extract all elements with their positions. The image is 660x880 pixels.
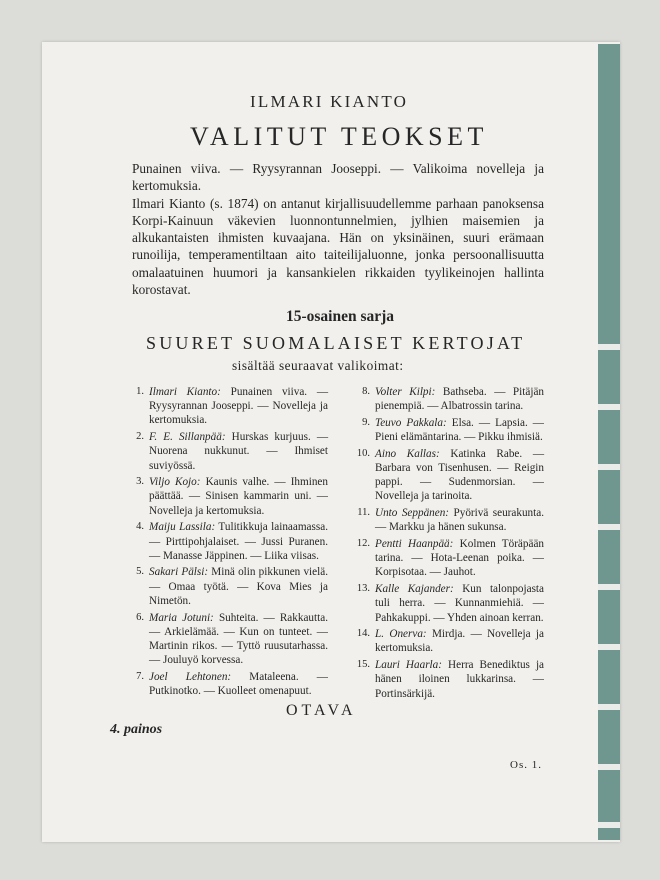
series-entry: [344, 416, 544, 444]
book-title: VALITUT TEOKSET: [190, 122, 488, 151]
series-entry: [344, 658, 544, 701]
jacket-spine-stripe: [598, 44, 620, 840]
description-works: Punainen viiva. — Ryysyrannan Jooseppi. — Valikoima novelleja ja kertomuksia.: [132, 161, 544, 194]
entry-author: Lauri Haarla:: [375, 659, 442, 672]
series-entry: [118, 565, 328, 608]
series-entry: [344, 506, 544, 534]
entry-author: Pentti Haanpää:: [375, 538, 454, 551]
entry-number: 14.: [356, 628, 370, 640]
series-entry: [118, 385, 328, 428]
series-title: SUURET SUOMALAISET KERTOJAT: [146, 333, 526, 353]
catalog-code: Os. 1.: [510, 759, 542, 771]
entry-works: Mirdja. — Novelleja ja kertomuksia.: [375, 628, 545, 655]
entry-number: 5.: [136, 566, 144, 578]
series-entry: [118, 670, 328, 698]
entry-author: Maria Jotuni:: [149, 611, 214, 624]
publisher-name: OTAVA: [286, 702, 357, 719]
entry-works: Katinka Rabe. — Barbara von Tisenhusen. — Reigin pappi. — Sudenmorsian. — Novelleja ja tarinoita.: [375, 447, 545, 503]
entry-works: Mataleena. — Putkinotko. — Kuolleet omenapuut.: [149, 670, 328, 698]
entry-number: 13.: [356, 583, 370, 595]
series-count-label: 15-osainen sarja: [285, 308, 395, 325]
series-entry: [118, 520, 328, 563]
entry-author: Sakari Pälsi:: [149, 566, 209, 579]
entry-works: Herra Benediktus ja hänen iloinen lukkarinsa. — Portinsärkijä.: [375, 659, 545, 700]
entry-author: Aino Kallas:: [375, 447, 440, 460]
entry-works: Minä olin pikkunen vielä. — Omaa työtä. — Kova Mies ja Nimetön.: [149, 566, 328, 607]
entry-works: Suhteita. — Rakkautta. — Arkielämää. — Kun on tunteet. — Martinin rikos. — Tyttö ruusutarhassa. — Jouluyö korvessa.: [149, 611, 328, 667]
entry-works: Hurskas kurjuus. — Nuorena nukkunut. — Ihmiset suviyössä.: [149, 431, 329, 472]
entry-author: Teuvo Pakkala:: [375, 416, 447, 429]
entry-number: 12.: [356, 538, 370, 550]
entry-number: 11.: [357, 507, 370, 519]
entry-works: Tulitikkuja lainaamassa. — Pirttipohjalaiset. — Jussi Puranen. — Manasse Jäppinen. — Liika viisas.: [149, 521, 328, 562]
series-list-right: [344, 385, 544, 703]
series-entry: [344, 537, 544, 580]
entry-works: Bathseba. — Pitäjän pienempiä. — Albatrossin tarina.: [375, 386, 545, 413]
entry-author: Maiju Lassila:: [149, 521, 216, 534]
series-subtitle: sisältää seuraavat valikoimat:: [232, 358, 404, 373]
entry-works: Kolmen Töräpään tarina. — Hota-Leenan poika. — Korpisotaa. — Jauhot.: [375, 538, 545, 579]
series-entry: [344, 385, 544, 413]
series-list-left: [118, 385, 328, 701]
entry-works: Elsa. — Lapsia. — Pieni elämäntarina. — Pikku ihmisiä.: [375, 416, 544, 444]
author-heading: ILMARI KIANTO: [250, 92, 409, 111]
book-description: [132, 160, 544, 298]
entry-number: 8.: [362, 386, 370, 397]
entry-number: 1.: [136, 386, 144, 397]
entry-works: Kaunis valhe. — Ihminen päättää. — Sinisen kammarin uni. — Novelleja ja kertomuksia.: [149, 476, 328, 517]
entry-number: 2.: [136, 431, 144, 443]
entry-number: 6.: [136, 611, 144, 623]
series-entry: [344, 627, 544, 655]
entry-number: 7.: [136, 670, 144, 682]
entry-author: Viljo Kojo:: [149, 476, 201, 489]
entry-author: Joel Lehtonen:: [149, 670, 232, 683]
series-entry: [344, 582, 544, 625]
series-entry: [118, 611, 328, 668]
entry-works: Punainen viiva. — Ryysyrannan Jooseppi. — Novelleja ja kertomuksia.: [149, 386, 329, 427]
entry-author: Unto Seppänen:: [375, 507, 450, 520]
edition-label: 4. painos: [110, 722, 163, 737]
description-blurb: Ilmari Kianto (s. 1874) on antanut kirjallisuudellemme parhaan panoksensa Korpi-Kainuun väkevien luonnontunnelmien, jylhien maisemien ja alkukantaisten ihmisten kuvaajana. Hän on yksinäinen, suuri erämaan runoilija, temperamentiltaan aito taiteilijaluonne, jonka persoonallisuutta omalaatuinen huumori ja kansankielen rikkaiden tyylikeinojen hallinta korostavat.: [132, 195, 544, 298]
entry-number: 3.: [136, 476, 144, 488]
entry-number: 10.: [356, 447, 370, 459]
entry-author: L. Onerva:: [375, 628, 427, 641]
entry-author: F. E. Sillanpää:: [149, 431, 226, 444]
entry-number: 9.: [362, 416, 370, 428]
entry-works: Kun talonpojasta tuli herra. — Kunnanmiehiä. — Pahkakuppi. — Yhden ainoan kerran.: [375, 583, 545, 624]
series-entry: [118, 475, 328, 518]
entry-author: Kalle Kajander:: [375, 583, 454, 596]
entry-works: Pyörivä seurakunta. — Markku ja hänen sukunsa.: [375, 507, 545, 534]
entry-author: Ilmari Kianto:: [149, 386, 221, 398]
entry-author: Volter Kilpi:: [375, 386, 436, 398]
series-entry: [344, 447, 544, 504]
entry-number: 15.: [356, 659, 370, 671]
entry-number: 4.: [136, 521, 144, 533]
series-entry: [118, 430, 328, 473]
